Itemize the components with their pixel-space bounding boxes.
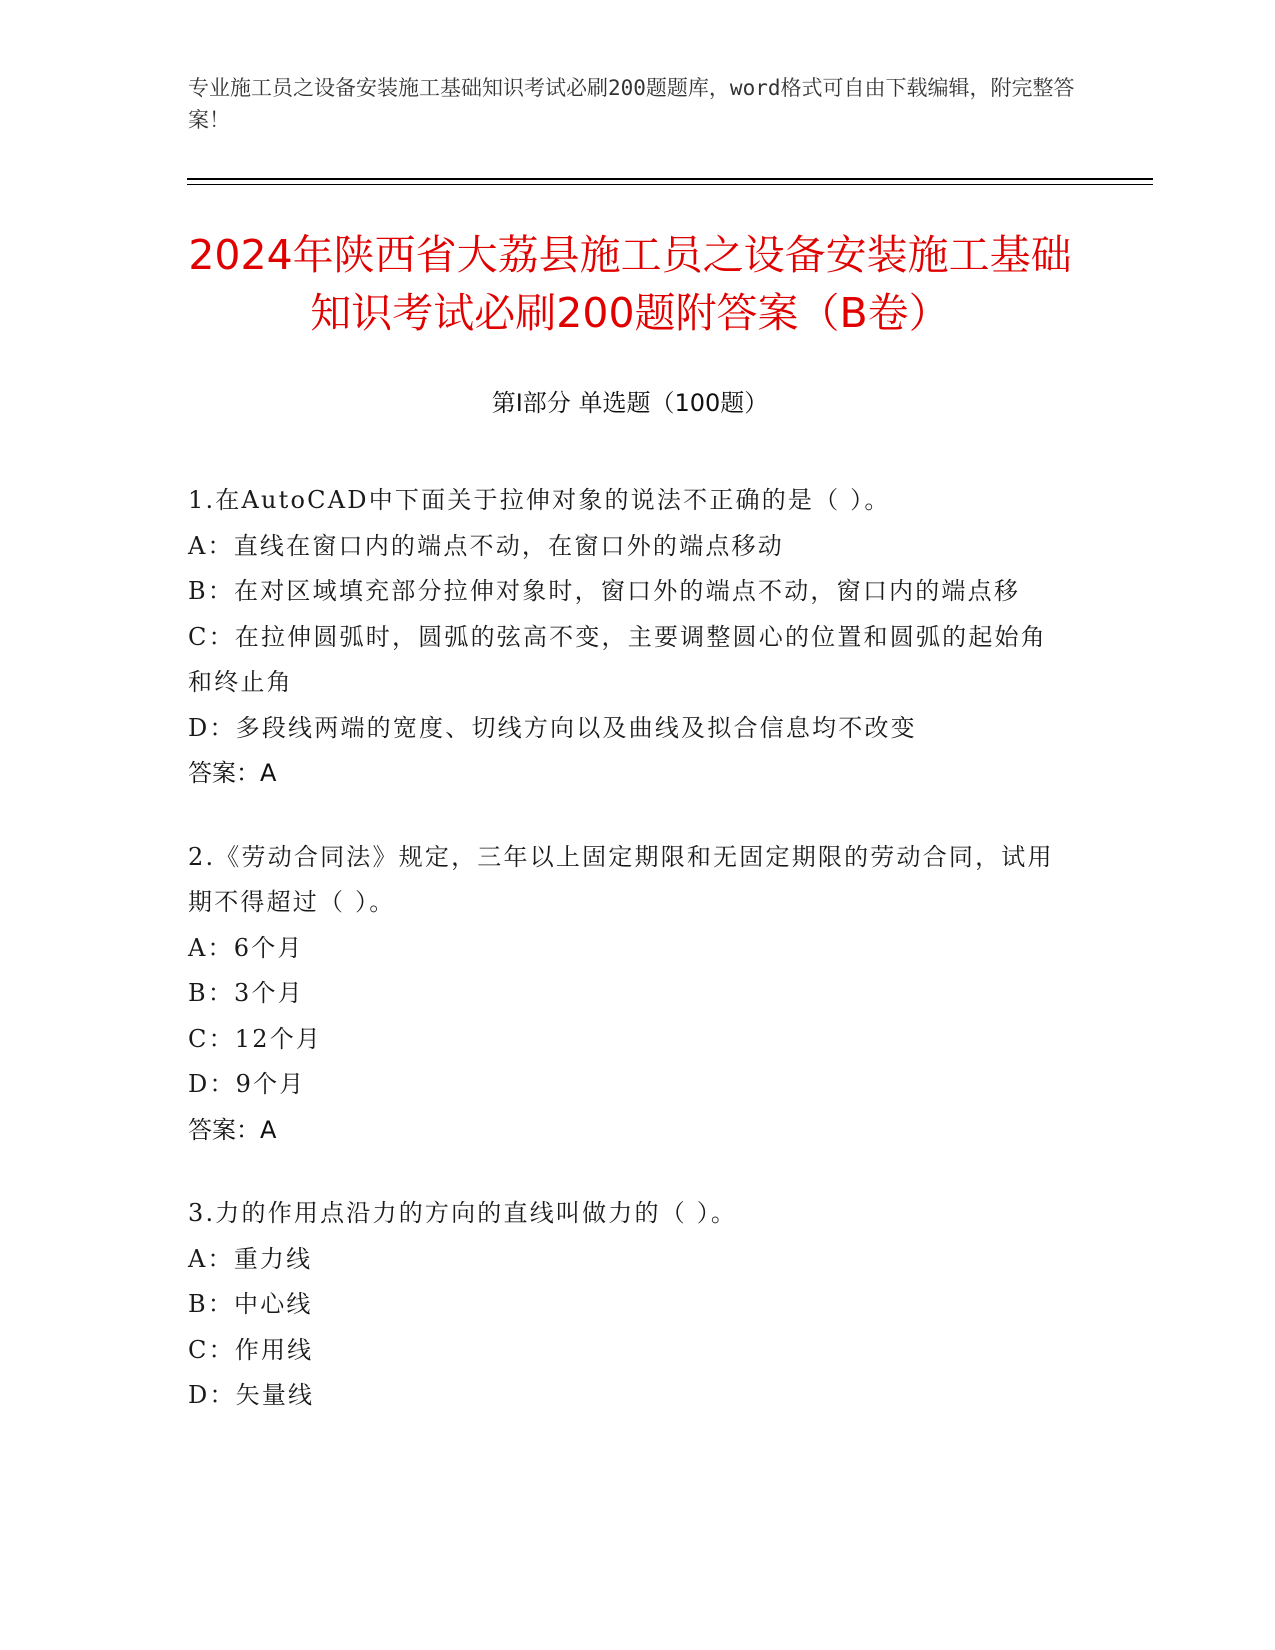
option-c: C：在拉伸圆弧时，圆弧的弦高不变，主要调整圆心的位置和圆弧的起始角和终止角 — [188, 622, 1047, 696]
answer-label: 答案：A — [188, 759, 277, 787]
option-b: B：中心线 — [188, 1290, 313, 1318]
option-d: D：矢量线 — [188, 1381, 315, 1409]
question-item — [188, 478, 1068, 797]
option-d: D：9个月 — [188, 1070, 306, 1098]
option-a: A：重力线 — [188, 1244, 313, 1273]
section-title: 第Ⅰ部分 单选题（100题） — [491, 389, 769, 417]
option-b: B：在对区域填充部分拉伸对象时，窗口外的端点不动，窗口内的端点移 — [188, 577, 1021, 605]
question-stem: 3.力的作用点沿力的方向的直线叫做力的（ ）。 — [188, 1199, 738, 1227]
option-d: D：多段线两端的宽度、切线方向以及曲线及拟合信息均不改变 — [188, 713, 917, 742]
header-note: 专业施工员之设备安装施工基础知识考试必刷200题题库，word格式可自由下载编辑，附完整答案！ — [188, 76, 1075, 132]
document-title: 2024年陕西省大荔县施工员之设备安装施工基础知识考试必刷200题附答案（B卷） — [188, 231, 1072, 337]
header-rule-thin — [187, 184, 1153, 185]
question-item — [188, 835, 1068, 1154]
option-c: C：12个月 — [188, 1024, 323, 1053]
answer-label: 答案：A — [188, 1115, 277, 1144]
option-a: A：直线在窗口内的端点不动，在窗口外的端点移动 — [188, 531, 784, 560]
question-stem: 1.在AutoCAD中下面关于拉伸对象的说法不正确的是（ ）。 — [188, 486, 891, 514]
header-rule-thick — [187, 178, 1153, 180]
question-list — [188, 478, 1068, 1457]
question-stem: 2.《劳动合同法》规定，三年以上固定期限和无固定期限的劳动合同，试用期不得超过（ ）。 — [188, 842, 1054, 916]
option-b: B：3个月 — [188, 979, 304, 1007]
option-a: A：6个月 — [188, 933, 304, 962]
question-item — [188, 1191, 1068, 1419]
option-c: C：作用线 — [188, 1335, 314, 1364]
